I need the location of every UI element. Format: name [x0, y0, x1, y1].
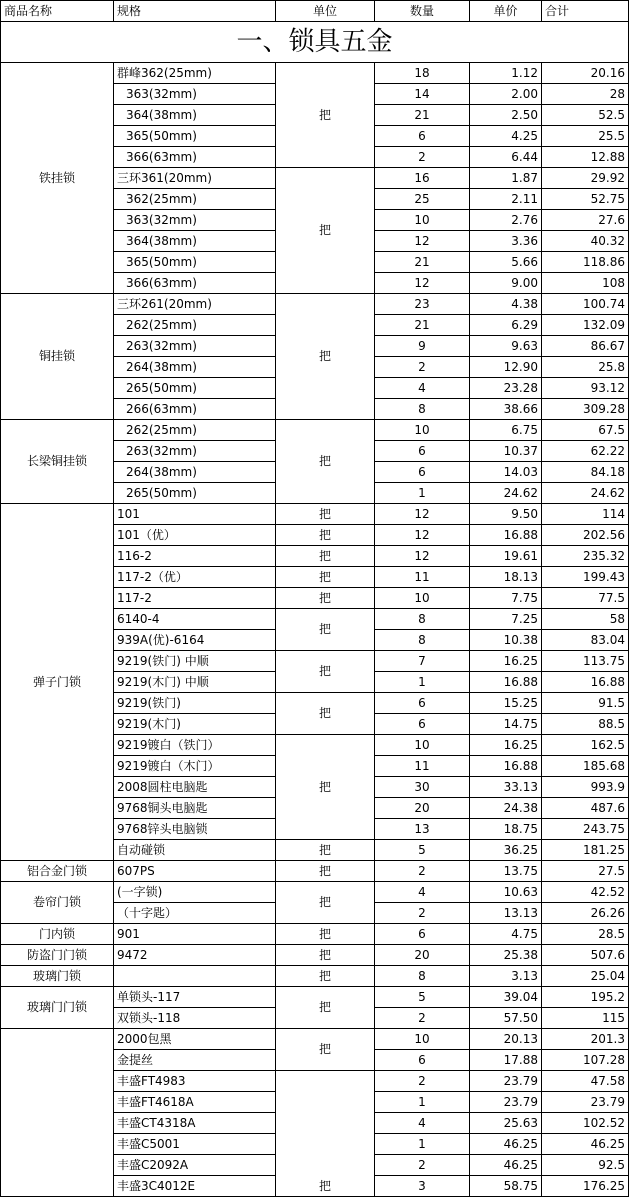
qty-cell: 2 — [375, 147, 470, 168]
price-cell: 6.29 — [470, 315, 542, 336]
spec-cell: 901 — [114, 924, 276, 945]
qty-cell: 8 — [375, 630, 470, 651]
header-name: 商品名称 — [1, 1, 114, 22]
price-cell: 13.13 — [470, 903, 542, 924]
qty-cell: 6 — [375, 462, 470, 483]
price-cell: 25.63 — [470, 1113, 542, 1134]
unit-cell: 把 — [276, 987, 375, 1029]
total-cell: 132.09 — [542, 315, 629, 336]
price-cell: 10.37 — [470, 441, 542, 462]
qty-cell: 16 — [375, 168, 470, 189]
qty-cell: 23 — [375, 294, 470, 315]
total-cell: 26.26 — [542, 903, 629, 924]
unit-cell: 把 — [276, 924, 375, 945]
total-cell: 309.28 — [542, 399, 629, 420]
qty-cell: 11 — [375, 567, 470, 588]
total-cell: 27.6 — [542, 210, 629, 231]
qty-cell: 10 — [375, 735, 470, 756]
spec-cell: 365(50mm) — [114, 126, 276, 147]
spec-cell: 丰盛3C4012E — [114, 1176, 276, 1197]
spec-cell: 9219(铁门) — [114, 693, 276, 714]
section-title: 一、锁具五金 — [1, 22, 629, 63]
qty-cell: 1 — [375, 672, 470, 693]
price-cell: 57.50 — [470, 1008, 542, 1029]
header-row — [1, 1, 629, 22]
table-body — [1, 63, 629, 1197]
qty-cell: 2 — [375, 861, 470, 882]
qty-cell: 10 — [375, 420, 470, 441]
qty-cell: 5 — [375, 987, 470, 1008]
unit-cell: 把 — [276, 567, 375, 588]
spec-cell: 939A(优)-6164 — [114, 630, 276, 651]
product-name: 长梁铜挂锁 — [1, 420, 114, 504]
total-cell: 201.3 — [542, 1029, 629, 1050]
qty-cell: 1 — [375, 1092, 470, 1113]
total-cell: 25.04 — [542, 966, 629, 987]
spec-cell: 单锁头-117 — [114, 987, 276, 1008]
price-cell: 10.63 — [470, 882, 542, 903]
price-cell: 4.25 — [470, 126, 542, 147]
spec-cell: 366(63mm) — [114, 147, 276, 168]
price-cell: 23.79 — [470, 1092, 542, 1113]
total-cell: 12.88 — [542, 147, 629, 168]
price-cell: 2.76 — [470, 210, 542, 231]
qty-cell: 4 — [375, 378, 470, 399]
total-cell: 107.28 — [542, 1050, 629, 1071]
price-cell: 17.88 — [470, 1050, 542, 1071]
qty-cell: 30 — [375, 777, 470, 798]
price-cell: 15.25 — [470, 693, 542, 714]
unit-cell: 把 — [276, 861, 375, 882]
qty-cell: 5 — [375, 840, 470, 861]
qty-cell: 13 — [375, 819, 470, 840]
product-name: 玻璃门锁 — [1, 966, 114, 987]
spec-cell: 2008圆柱电脑匙 — [114, 777, 276, 798]
price-cell: 9.00 — [470, 273, 542, 294]
price-cell: 24.62 — [470, 483, 542, 504]
qty-cell: 6 — [375, 441, 470, 462]
product-name: 铁挂锁 — [1, 63, 114, 294]
price-cell: 16.25 — [470, 735, 542, 756]
price-cell: 1.12 — [470, 63, 542, 84]
spec-cell: 9219(木门) 中顺 — [114, 672, 276, 693]
qty-cell: 14 — [375, 84, 470, 105]
qty-cell: 8 — [375, 966, 470, 987]
price-cell: 2.50 — [470, 105, 542, 126]
unit-cell: 把 — [276, 504, 375, 525]
spec-cell — [114, 966, 276, 987]
spec-cell: 363(32mm) — [114, 84, 276, 105]
price-cell: 23.79 — [470, 1071, 542, 1092]
spec-cell: 117-2 — [114, 588, 276, 609]
qty-cell: 12 — [375, 546, 470, 567]
price-cell: 2.11 — [470, 189, 542, 210]
qty-cell: 18 — [375, 63, 470, 84]
total-cell: 113.75 — [542, 651, 629, 672]
total-cell: 88.5 — [542, 714, 629, 735]
total-cell: 235.32 — [542, 546, 629, 567]
total-cell: 243.75 — [542, 819, 629, 840]
total-cell: 62.22 — [542, 441, 629, 462]
total-cell: 25.5 — [542, 126, 629, 147]
total-cell: 25.8 — [542, 357, 629, 378]
price-cell: 7.25 — [470, 609, 542, 630]
qty-cell: 12 — [375, 504, 470, 525]
total-cell: 93.12 — [542, 378, 629, 399]
total-cell: 20.16 — [542, 63, 629, 84]
table-row — [1, 882, 629, 903]
spec-cell: 9219(铁门) 中顺 — [114, 651, 276, 672]
price-cell: 10.38 — [470, 630, 542, 651]
spec-cell: 364(38mm) — [114, 105, 276, 126]
qty-cell: 21 — [375, 315, 470, 336]
unit-cell: 把 — [276, 1071, 375, 1197]
table-row — [1, 63, 629, 84]
spec-cell: 101 — [114, 504, 276, 525]
qty-cell: 2 — [375, 1071, 470, 1092]
price-cell: 38.66 — [470, 399, 542, 420]
price-cell: 6.44 — [470, 147, 542, 168]
qty-cell: 1 — [375, 1134, 470, 1155]
price-cell: 3.13 — [470, 966, 542, 987]
price-cell: 3.36 — [470, 231, 542, 252]
unit-cell: 把 — [276, 546, 375, 567]
qty-cell: 3 — [375, 1176, 470, 1197]
qty-cell: 1 — [375, 483, 470, 504]
price-cell: 1.87 — [470, 168, 542, 189]
price-cell: 9.63 — [470, 336, 542, 357]
qty-cell: 8 — [375, 609, 470, 630]
spec-cell: 自动碰锁 — [114, 840, 276, 861]
section-row — [1, 22, 629, 63]
price-cell: 12.90 — [470, 357, 542, 378]
spec-cell: 265(50mm) — [114, 483, 276, 504]
total-cell: 52.75 — [542, 189, 629, 210]
qty-cell: 4 — [375, 882, 470, 903]
total-cell: 28.5 — [542, 924, 629, 945]
price-cell: 18.13 — [470, 567, 542, 588]
price-cell: 20.13 — [470, 1029, 542, 1050]
price-cell: 24.38 — [470, 798, 542, 819]
total-cell: 86.67 — [542, 336, 629, 357]
unit-cell: 把 — [276, 420, 375, 504]
price-cell: 18.75 — [470, 819, 542, 840]
spec-cell: 丰盛FT4618A — [114, 1092, 276, 1113]
spec-cell: 9768铜头电脑匙 — [114, 798, 276, 819]
total-cell: 47.58 — [542, 1071, 629, 1092]
total-cell: 108 — [542, 273, 629, 294]
total-cell: 507.6 — [542, 945, 629, 966]
total-cell: 102.52 — [542, 1113, 629, 1134]
unit-cell: 把 — [276, 525, 375, 546]
price-cell: 19.61 — [470, 546, 542, 567]
header-price: 单价 — [470, 1, 542, 22]
total-cell: 115 — [542, 1008, 629, 1029]
spec-cell: 607PS — [114, 861, 276, 882]
spec-cell: 9219镀白（木门） — [114, 756, 276, 777]
spec-cell: (一字锁) — [114, 882, 276, 903]
spec-cell: 金提丝 — [114, 1050, 276, 1071]
spec-cell: 363(32mm) — [114, 210, 276, 231]
spec-cell: 双锁头-118 — [114, 1008, 276, 1029]
total-cell: 27.5 — [542, 861, 629, 882]
spec-cell: 264(38mm) — [114, 357, 276, 378]
qty-cell: 12 — [375, 231, 470, 252]
spec-cell: （十字匙） — [114, 903, 276, 924]
qty-cell: 10 — [375, 210, 470, 231]
qty-cell: 12 — [375, 273, 470, 294]
product-name: 门内锁 — [1, 924, 114, 945]
unit-cell: 把 — [276, 693, 375, 735]
total-cell: 202.56 — [542, 525, 629, 546]
price-cell: 46.25 — [470, 1155, 542, 1176]
total-cell: 118.86 — [542, 252, 629, 273]
price-cell: 6.75 — [470, 420, 542, 441]
total-cell: 487.6 — [542, 798, 629, 819]
price-cell: 33.13 — [470, 777, 542, 798]
qty-cell: 6 — [375, 126, 470, 147]
table-row — [1, 987, 629, 1008]
qty-cell: 25 — [375, 189, 470, 210]
qty-cell: 20 — [375, 798, 470, 819]
spec-cell: 三环261(20mm) — [114, 294, 276, 315]
qty-cell: 2 — [375, 903, 470, 924]
product-name — [1, 1029, 114, 1197]
unit-cell: 把 — [276, 294, 375, 420]
total-cell: 42.52 — [542, 882, 629, 903]
price-cell: 14.03 — [470, 462, 542, 483]
qty-cell: 6 — [375, 924, 470, 945]
total-cell: 46.25 — [542, 1134, 629, 1155]
qty-cell: 2 — [375, 1155, 470, 1176]
price-cell: 4.38 — [470, 294, 542, 315]
qty-cell: 2 — [375, 1008, 470, 1029]
product-name: 防盗门门锁 — [1, 945, 114, 966]
unit-cell: 把 — [276, 609, 375, 651]
price-cell: 16.88 — [470, 672, 542, 693]
price-cell: 58.75 — [470, 1176, 542, 1197]
qty-cell: 12 — [375, 525, 470, 546]
spec-cell: 263(32mm) — [114, 336, 276, 357]
total-cell: 91.5 — [542, 693, 629, 714]
spec-cell: 263(32mm) — [114, 441, 276, 462]
unit-cell: 把 — [276, 735, 375, 840]
unit-cell: 把 — [276, 882, 375, 924]
price-cell: 9.50 — [470, 504, 542, 525]
spec-cell: 9472 — [114, 945, 276, 966]
total-cell: 58 — [542, 609, 629, 630]
table-row — [1, 924, 629, 945]
price-cell: 39.04 — [470, 987, 542, 1008]
price-cell: 13.75 — [470, 861, 542, 882]
qty-cell: 21 — [375, 252, 470, 273]
product-name: 卷帘门锁 — [1, 882, 114, 924]
spec-cell: 丰盛C2092A — [114, 1155, 276, 1176]
qty-cell: 6 — [375, 1050, 470, 1071]
qty-cell: 9 — [375, 336, 470, 357]
table-row — [1, 861, 629, 882]
price-cell: 5.66 — [470, 252, 542, 273]
product-name: 弹子门锁 — [1, 504, 114, 861]
spec-cell: 362(25mm) — [114, 189, 276, 210]
price-cell: 2.00 — [470, 84, 542, 105]
spec-cell: 9219镀白（铁门） — [114, 735, 276, 756]
spec-cell: 262(25mm) — [114, 420, 276, 441]
spec-cell: 117-2（优） — [114, 567, 276, 588]
total-cell: 77.5 — [542, 588, 629, 609]
spec-cell: 丰盛C5001 — [114, 1134, 276, 1155]
spec-cell: 丰盛FT4983 — [114, 1071, 276, 1092]
spec-cell: 丰盛CT4318A — [114, 1113, 276, 1134]
spec-cell: 9219(木门) — [114, 714, 276, 735]
unit-cell: 把 — [276, 945, 375, 966]
unit-cell: 把 — [276, 651, 375, 693]
table-row — [1, 945, 629, 966]
unit-cell: 把 — [276, 168, 375, 294]
total-cell: 185.68 — [542, 756, 629, 777]
header-spec: 规格 — [114, 1, 276, 22]
total-cell: 52.5 — [542, 105, 629, 126]
price-cell: 25.38 — [470, 945, 542, 966]
spec-cell: 364(38mm) — [114, 231, 276, 252]
total-cell: 28 — [542, 84, 629, 105]
unit-cell: 把 — [276, 588, 375, 609]
total-cell: 24.62 — [542, 483, 629, 504]
qty-cell: 6 — [375, 693, 470, 714]
qty-cell: 11 — [375, 756, 470, 777]
total-cell: 181.25 — [542, 840, 629, 861]
spec-cell: 366(63mm) — [114, 273, 276, 294]
unit-cell: 把 — [276, 1029, 375, 1071]
spec-cell: 265(50mm) — [114, 378, 276, 399]
table-row — [1, 294, 629, 315]
header-unit: 单位 — [276, 1, 375, 22]
header-qty: 数量 — [375, 1, 470, 22]
spec-cell: 群峰362(25mm) — [114, 63, 276, 84]
qty-cell: 21 — [375, 105, 470, 126]
spec-cell: 9768锌头电脑锁 — [114, 819, 276, 840]
price-cell: 23.28 — [470, 378, 542, 399]
total-cell: 199.43 — [542, 567, 629, 588]
total-cell: 23.79 — [542, 1092, 629, 1113]
spec-cell: 116-2 — [114, 546, 276, 567]
product-name: 铝合金门锁 — [1, 861, 114, 882]
total-cell: 993.9 — [542, 777, 629, 798]
spec-cell: 三环361(20mm) — [114, 168, 276, 189]
table-row — [1, 420, 629, 441]
qty-cell: 2 — [375, 357, 470, 378]
header-total: 合计 — [542, 1, 629, 22]
unit-cell: 把 — [276, 840, 375, 861]
product-name: 玻璃门门锁 — [1, 987, 114, 1029]
spec-cell: 2000包黑 — [114, 1029, 276, 1050]
unit-cell: 把 — [276, 63, 375, 168]
total-cell: 67.5 — [542, 420, 629, 441]
qty-cell: 10 — [375, 1029, 470, 1050]
total-cell: 176.25 — [542, 1176, 629, 1197]
price-cell: 16.25 — [470, 651, 542, 672]
price-cell: 16.88 — [470, 756, 542, 777]
total-cell: 92.5 — [542, 1155, 629, 1176]
price-cell: 14.75 — [470, 714, 542, 735]
table-row — [1, 1029, 629, 1050]
spec-cell: 262(25mm) — [114, 315, 276, 336]
qty-cell: 4 — [375, 1113, 470, 1134]
table-row — [1, 966, 629, 987]
price-cell: 7.75 — [470, 588, 542, 609]
price-cell: 4.75 — [470, 924, 542, 945]
qty-cell: 7 — [375, 651, 470, 672]
price-cell: 16.88 — [470, 525, 542, 546]
qty-cell: 8 — [375, 399, 470, 420]
price-cell: 36.25 — [470, 840, 542, 861]
qty-cell: 10 — [375, 588, 470, 609]
qty-cell: 20 — [375, 945, 470, 966]
product-name: 铜挂锁 — [1, 294, 114, 420]
spec-cell: 101（优） — [114, 525, 276, 546]
spec-cell: 264(38mm) — [114, 462, 276, 483]
total-cell: 16.88 — [542, 672, 629, 693]
total-cell: 100.74 — [542, 294, 629, 315]
total-cell: 29.92 — [542, 168, 629, 189]
qty-cell: 6 — [375, 714, 470, 735]
spec-cell: 365(50mm) — [114, 252, 276, 273]
table-row — [1, 504, 629, 525]
total-cell: 40.32 — [542, 231, 629, 252]
total-cell: 114 — [542, 504, 629, 525]
spec-cell: 6140-4 — [114, 609, 276, 630]
total-cell: 83.04 — [542, 630, 629, 651]
price-cell: 46.25 — [470, 1134, 542, 1155]
total-cell: 84.18 — [542, 462, 629, 483]
total-cell: 195.2 — [542, 987, 629, 1008]
total-cell: 162.5 — [542, 735, 629, 756]
spec-cell: 266(63mm) — [114, 399, 276, 420]
unit-cell: 把 — [276, 966, 375, 987]
